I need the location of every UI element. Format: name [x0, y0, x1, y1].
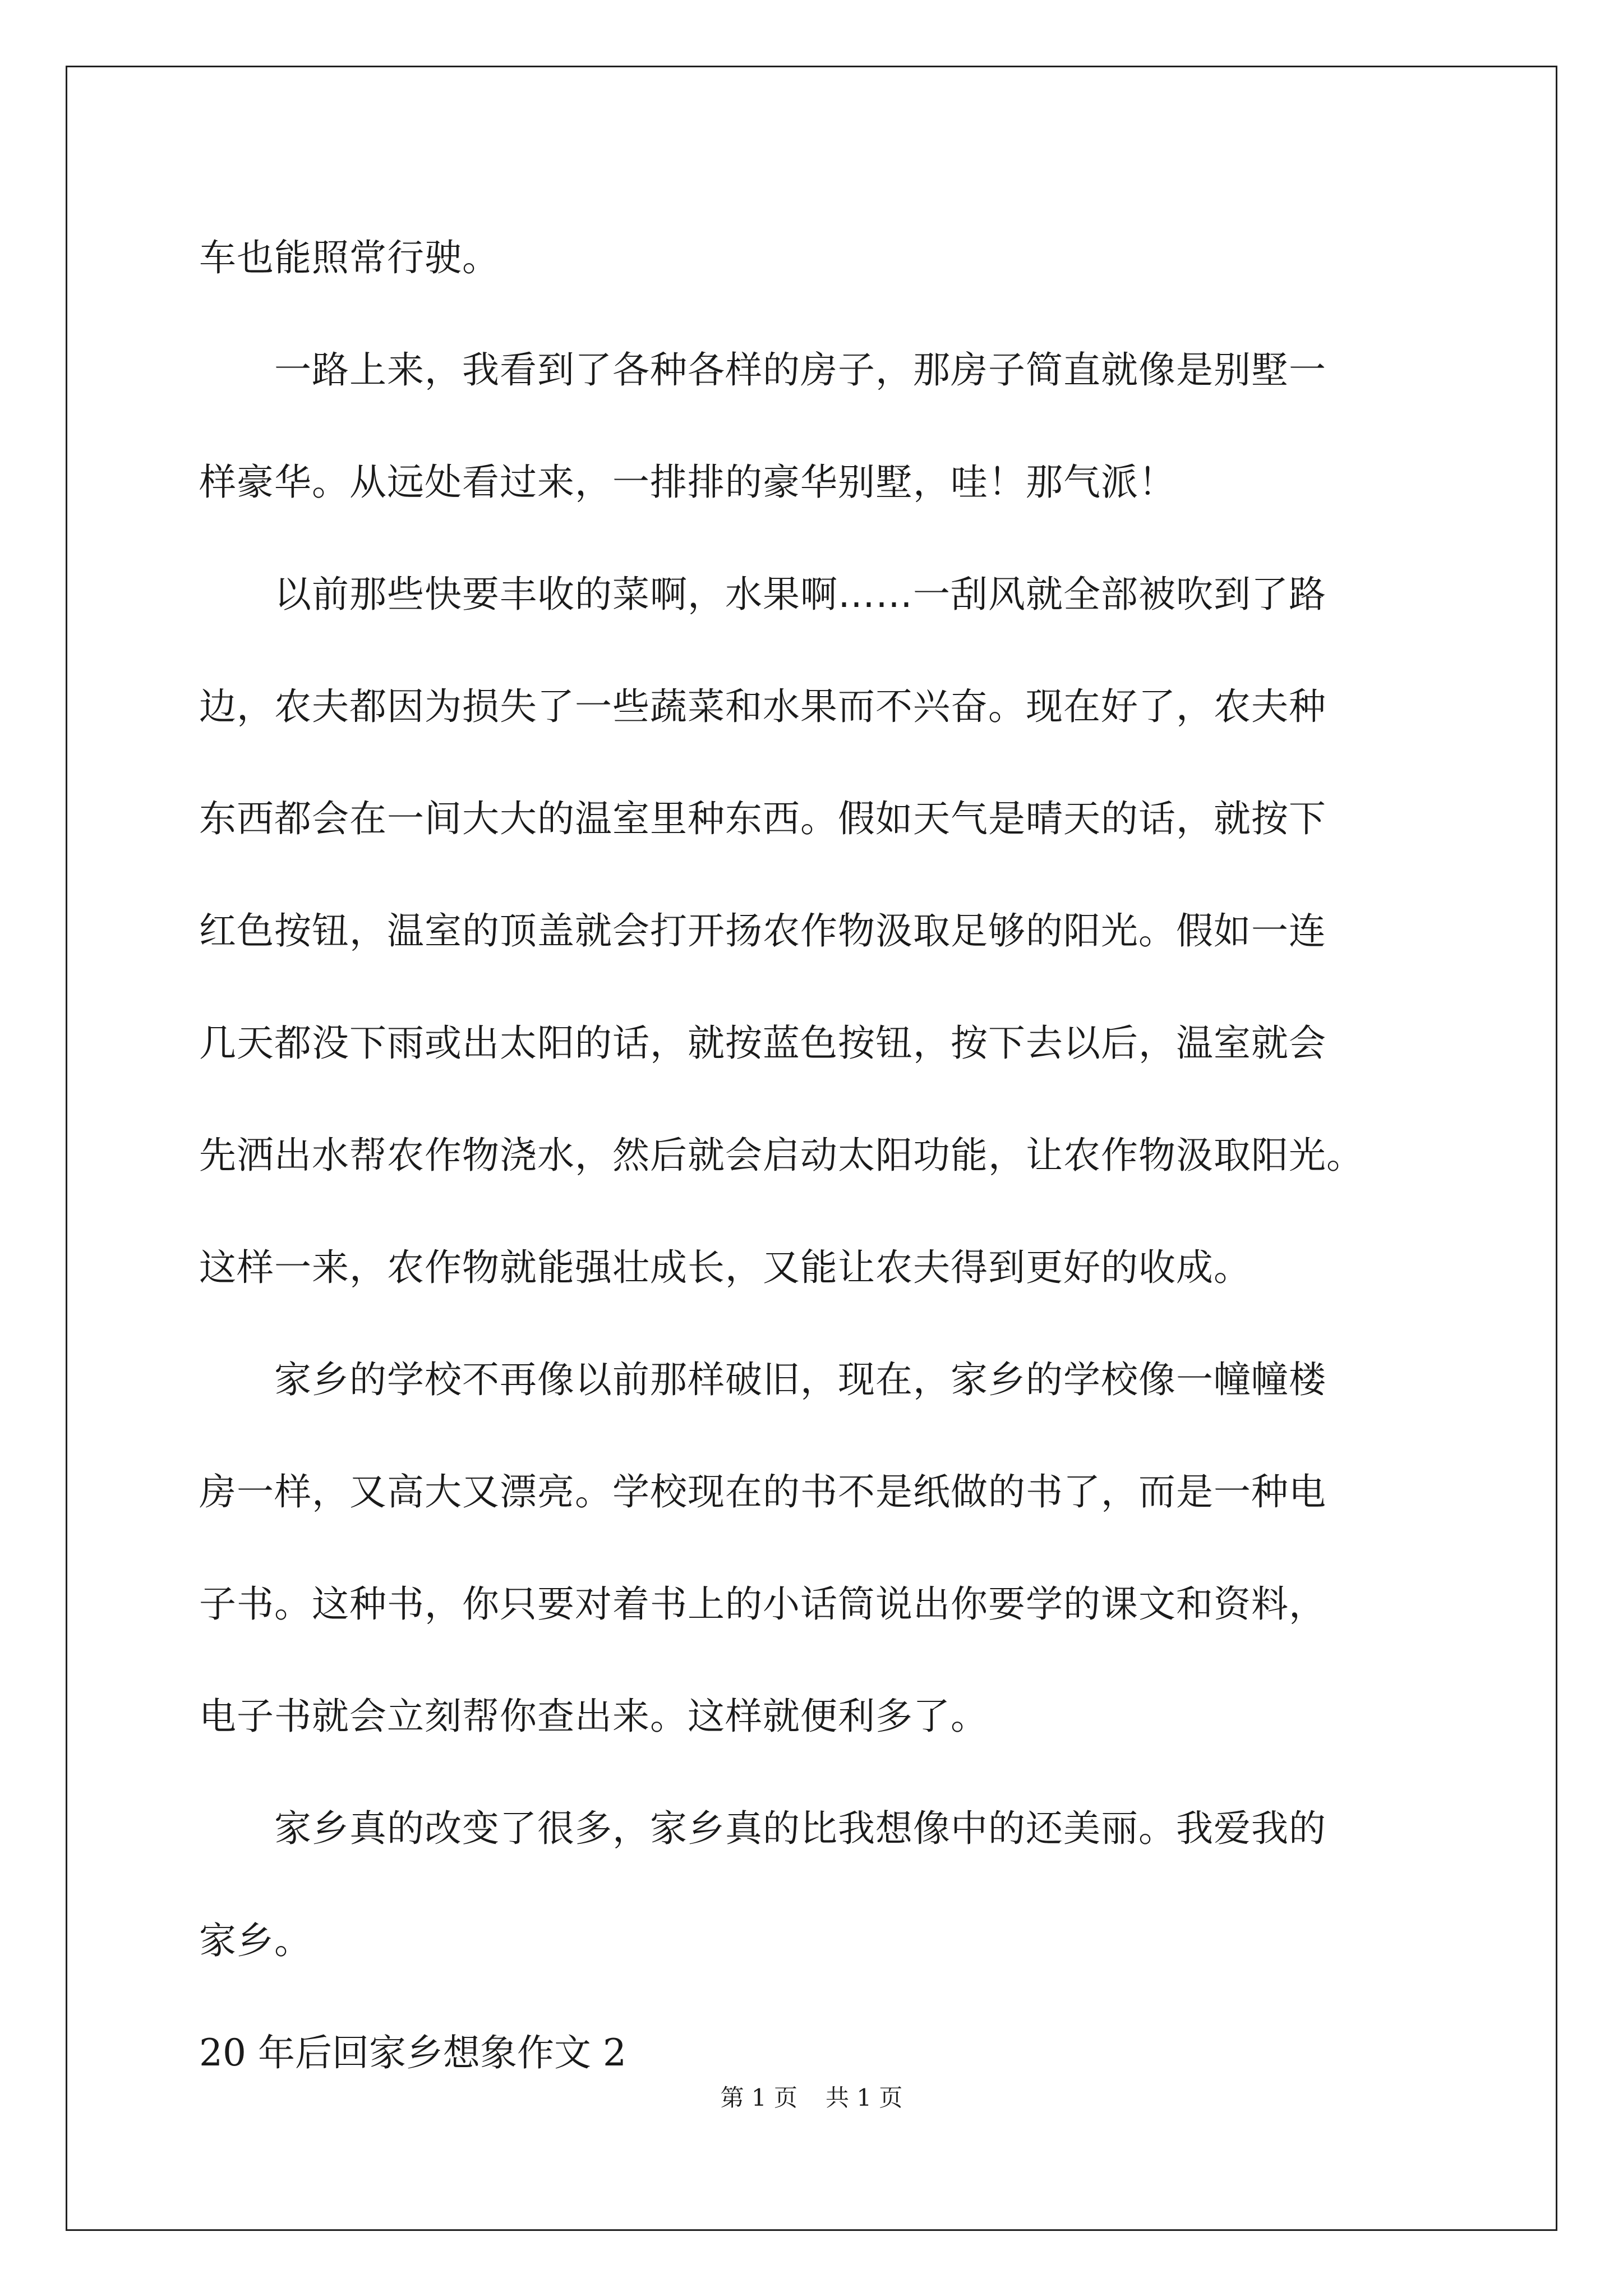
text-line: 家乡。	[199, 1919, 312, 1962]
text-line: 红色按钮，温室的顶盖就会打开扬农作物汲取足够的阳光。假如一连	[199, 909, 1326, 953]
text-line: 以前那些快要丰收的菜啊，水果啊……一刮风就全部被吹到了路	[199, 573, 1326, 616]
text-line: 子书。这种书，你只要对着书上的小话筒说出你要学的课文和资料，	[199, 1582, 1326, 1626]
text-line: 先洒出水帮农作物浇水，然后就会启动太阳功能，让农作物汲取阳光。	[199, 1134, 1364, 1177]
text-line: 东西都会在一间大大的温室里种东西。假如天气是晴天的话，就按下	[199, 797, 1326, 840]
section-heading: 20 年后回家乡想象作文 2	[199, 2031, 626, 2074]
text-line: 电子书就会立刻帮你查出来。这样就便利多了。	[199, 1695, 988, 1738]
text-line: 几天都没下雨或出太阳的话，就按蓝色按钮，按下去以后，温室就会	[199, 1022, 1326, 1065]
text-line: 样豪华。从远处看过来，一排排的豪华别墅，哇！那气派！	[199, 461, 1176, 504]
text-line: 房一样，又高大又漂亮。学校现在的书不是纸做的书了，而是一种电	[199, 1470, 1326, 1513]
text-line: 这样一来，农作物就能强壮成长，又能让农夫得到更好的收成。	[199, 1246, 1251, 1289]
page-count: 共 1 页	[826, 2084, 903, 2111]
text-line: 车也能照常行驶。	[199, 236, 500, 279]
text-line: 家乡真的改变了很多，家乡真的比我想像中的还美丽。我爱我的	[199, 1807, 1326, 1850]
text-line: 一路上来，我看到了各种各样的房子，那房子简直就像是别墅一	[199, 348, 1326, 392]
page-number: 第 1 页	[720, 2084, 797, 2111]
text-line: 边，农夫都因为损失了一些蔬菜和水果而不兴奋。现在好了，农夫种	[199, 685, 1326, 728]
page-footer	[0, 2081, 1623, 2115]
text-line: 家乡的学校不再像以前那样破旧，现在，家乡的学校像一幢幢楼	[199, 1358, 1326, 1401]
document-body	[199, 202, 1478, 2109]
